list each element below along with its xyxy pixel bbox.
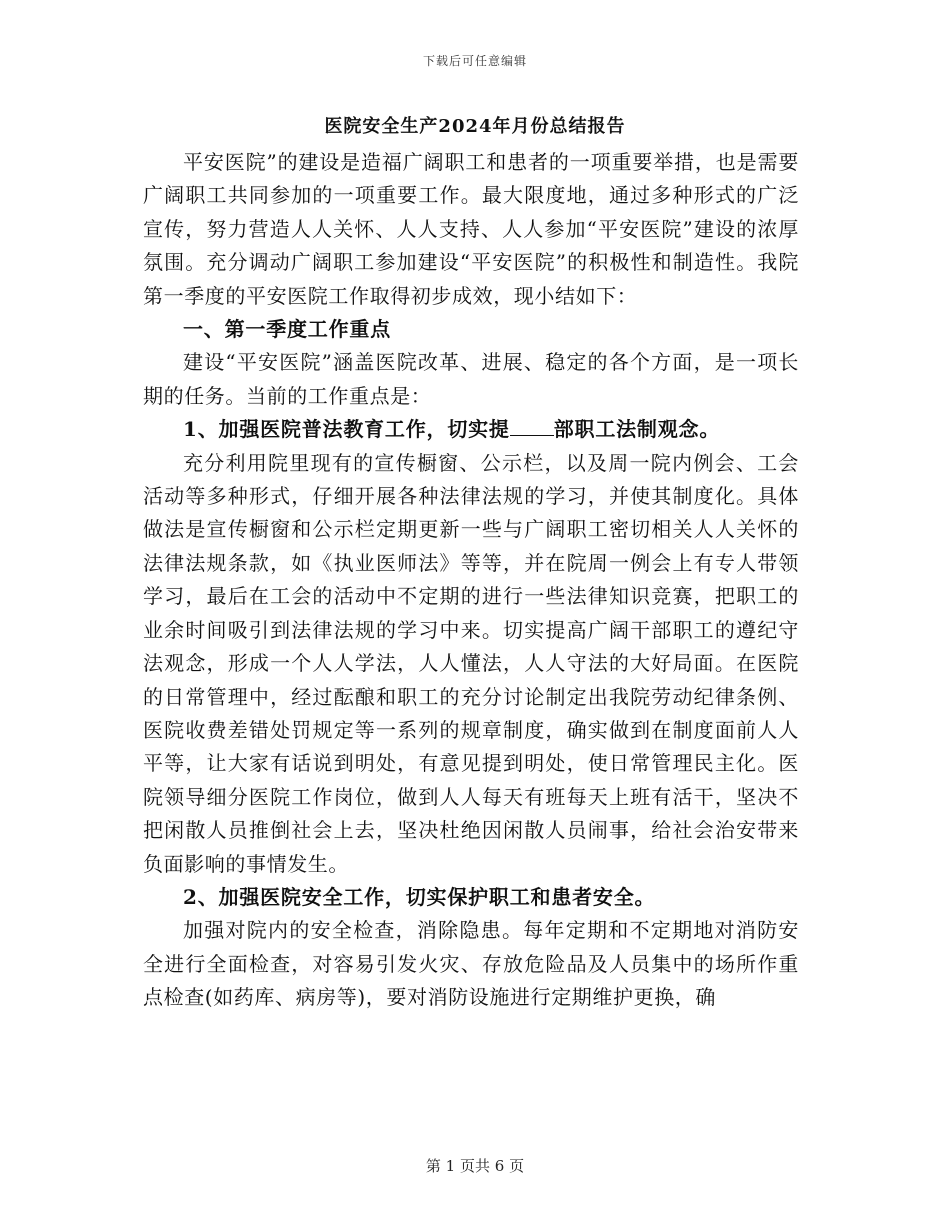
body-paragraph: 建设“平安医院”涵盖医院改革、进展、稳定的各个方面，是一项长期的任务。当前的工作重点是： — [143, 350, 799, 408]
fill-in-blank — [510, 435, 554, 436]
page-footer: 第 1 页共 6 页 — [425, 1157, 525, 1175]
body-paragraph: 平安医院”的建设是造福广阔职工和患者的一项重要举措，也是需要广阔职工共同参加的一项重要工作。最大限度地，通过多种形式的广泛宣传，努力营造人人关怀、人人支持、人人参加“平安医院”建设的浓厚氛围。充分调动广阔职工参加建设“平安医院”的积极性和制造性。我院第一季度的平安医院工作取得初步成效，现小结如下： — [143, 150, 799, 308]
document-title: 医院安全生产2024年月份总结报告 — [324, 116, 626, 137]
section-heading: 一、第一季度工作重点 — [183, 317, 391, 342]
document-body — [143, 146, 799, 1015]
body-paragraph: 加强对院内的安全检查，消除隐患。每年定期和不定期地对消防安全进行全面检查，对容易引发火灾、存放危险品及人员集中的场所作重点检查(如药库、病房等)，要对消防设施进行定期维护更换，确 — [143, 918, 799, 1010]
heading-text-after-blank: 部职工法制观念。 — [553, 417, 721, 442]
section-heading — [143, 413, 799, 446]
page-header: 下载后可任意编辑 — [422, 54, 527, 68]
heading-text-before-blank: 1、加强医院普法教育工作，切实提 — [183, 417, 510, 442]
body-paragraph: 充分利用院里现有的宣传橱窗、公示栏，以及周一院内例会、工会活动等多种形式，仔细开展各种法律法规的学习，并使其制度化。具体做法是宣传橱窗和公示栏定期更新一些与广阔职工密切相关人人关怀的法律法规条款，如《执业医师法》等等，并在院周一例会上有专人带领学习，最后在工会的活动中不定期的进行一些法律知识竞赛，把职工的业余时间吸引到法律法规的学习中来。切实提高广阔干部职工的遵纪守法观念，形成一个人人学法，人人懂法，人人守法的大好局面。在医院的日常管理中，经过酝酿和职工的充分讨论制定出我院劳动纪律条例、医院收费差错处罚规定等一系列的规章制度，确实做到在制度面前人人平等，让大家有话说到明处，有意见提到明处，使日常管理民主化。医院领导细分医院工作岗位，做到人人每天有班每天上班有活干，坚决不把闲散人员推倒社会上去，坚决杜绝因闲散人员闹事，给社会治安带来负面影响的事情发生。 — [143, 450, 799, 876]
section-heading: 2、加强医院安全工作，切实保护职工和患者安全。 — [183, 884, 656, 909]
